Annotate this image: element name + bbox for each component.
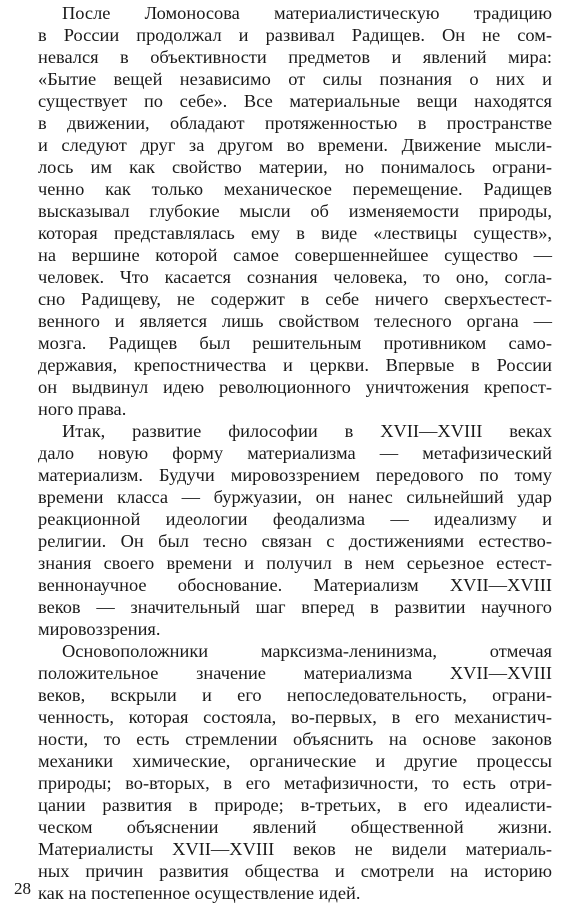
text-line: ного права. (38, 399, 127, 419)
text-line: Итак, развитие философии в XVII—XVIII веках (62, 421, 552, 441)
text-line: «Бытие вещей независимо от силы познания о них и (38, 69, 552, 89)
text-line: Основоположники марксизма-ленинизма, отмечая (62, 641, 552, 661)
text-line: цании развития в природе; в-третьих, в его идеалисти- (38, 795, 552, 815)
text-line: в России продолжал и развивал Радищев. Он не сом- (38, 25, 552, 45)
text-line: веков, вскрыли и его непоследовательность, ограни- (38, 685, 552, 705)
text-line: которая представлялась ему в виде «лествицы существ», (38, 223, 552, 243)
paragraph-metaphysical-materialism (38, 420, 552, 640)
text-line: После Ломоносова материалистическую традицию (62, 3, 552, 23)
text-line: механики химические, органические и другие процессы (38, 751, 552, 771)
text-line: человек. Что касается сознания человека, то оно, согла- (38, 267, 552, 287)
text-line: он выдвинул идею революционного уничтожения крепост- (38, 377, 552, 397)
text-line: ченность, которая состояла, во-первых, в его механистич- (38, 707, 552, 727)
text-line: ченно как только механическое перемещение. Радищев (38, 179, 552, 199)
paragraph-radishchev (38, 2, 552, 420)
text-line: лось им как свойство материи, но понималось ограни- (38, 157, 552, 177)
text-line: венного и является лишь свойством телесного органа — (38, 311, 552, 331)
text-line: ческом объяснении явлений общественной жизни. (38, 817, 552, 837)
page-body (38, 0, 552, 904)
text-line: Материалисты XVII—XVIII веков не видели материаль- (38, 839, 552, 859)
text-line: мировоззрения. (38, 619, 161, 639)
text-line: невался в объективности предметов и явлений мира: (38, 47, 552, 67)
page-number: 28 (14, 879, 31, 898)
text-line: веков — значительный шаг вперед в развитии научного (38, 597, 552, 617)
text-line: веннонаучное обоснование. Материализм XVII—XVIII (38, 575, 552, 595)
text-line: высказывал глубокие мысли об изменяемости природы, (38, 201, 552, 221)
paragraph-limitations (38, 640, 552, 904)
text-line: природы; во-вторых, в его метафизичности, то есть отри- (38, 773, 552, 793)
text-line: реакционной идеологии феодализма — идеализму и (38, 509, 552, 529)
text-line: религии. Он был тесно связан с достижениями естество- (38, 531, 552, 551)
text-line: знания своего времени и получил в нем серьезное естест- (38, 553, 552, 573)
text-line: материализм. Будучи мировоззрением передового по тому (38, 465, 552, 485)
text-line: существует по себе». Все материальные вещи находятся (38, 91, 552, 111)
text-line: положительное значение материализма XVII—XVIII (38, 663, 552, 683)
text-line: в движении, обладают протяженностью в пространстве (38, 113, 552, 133)
text-line: дало новую форму материализма — метафизический (38, 443, 552, 463)
text-line: сно Радищеву, не содержит в себе ничего сверхъестест- (38, 289, 552, 309)
text-line: державия, крепостничества и церкви. Впервые в России (38, 355, 552, 375)
text-line: на вершине которой самое совершеннейшее существо — (38, 245, 552, 265)
text-line: мозга. Радищев был решительным противником само- (38, 333, 552, 353)
text-line: и следуют друг за другом во времени. Движение мысли- (38, 135, 552, 155)
text-line: времени класса — буржуазии, он нанес сильнейший удар (38, 487, 552, 507)
text-line: ных причин развития общества и смотрели на историю (38, 861, 552, 881)
text-line: как на постепенное осуществление идей. (38, 883, 361, 903)
text-line: ности, то есть стремлении объяснить на основе законов (38, 729, 552, 749)
